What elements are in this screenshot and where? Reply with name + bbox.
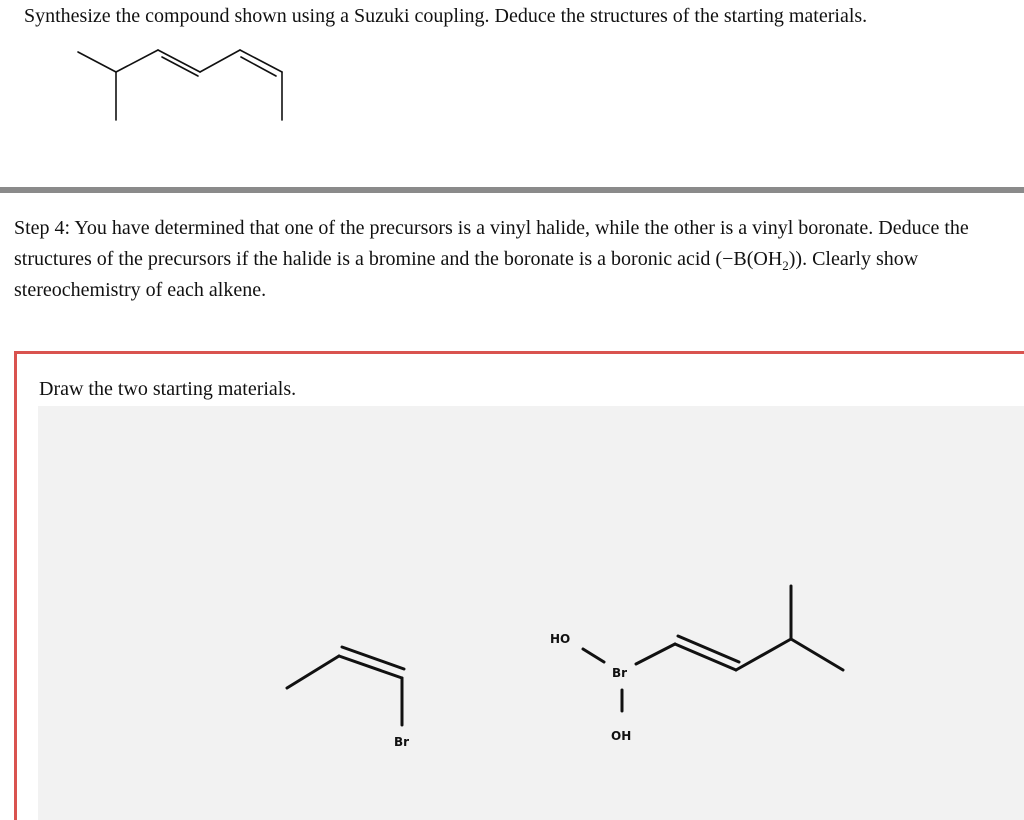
subscript-2: 2 bbox=[782, 258, 789, 273]
section-divider bbox=[0, 187, 1024, 193]
boronic-acid-bond bbox=[636, 644, 675, 664]
answer-prompt: Draw the two starting materials. bbox=[39, 378, 297, 400]
step-line-2-start: structures of the precursors if the halide is a bromine and the boronate is a boronic acid (−B(OH bbox=[14, 248, 783, 270]
boronic-acid-bond bbox=[583, 649, 604, 662]
step-line-2 bbox=[14, 244, 1024, 275]
product-structure bbox=[0, 30, 320, 130]
question-title: Synthesize the compound shown using a Suzuki coupling. Deduce the structures of the starting materials. bbox=[24, 5, 868, 27]
boronic-acid-bond bbox=[736, 639, 791, 670]
step-line-3: stereochemistry of each alkene. bbox=[14, 279, 267, 301]
answer-box bbox=[14, 351, 1024, 820]
drawing-canvas[interactable] bbox=[38, 406, 1024, 820]
product-bond bbox=[78, 52, 116, 72]
side-watermark bbox=[0, 212, 8, 382]
product-bond bbox=[158, 50, 200, 72]
step-instructions bbox=[14, 213, 1024, 306]
step-line-2-end: )). Clearly show bbox=[788, 248, 919, 270]
atom-label-br: Br bbox=[394, 735, 410, 749]
vinyl-bromide-bond bbox=[339, 656, 402, 678]
vinyl-bromide-bond bbox=[342, 647, 404, 669]
boronic-acid-bond bbox=[791, 639, 843, 670]
vinyl-bromide-bond bbox=[287, 656, 339, 688]
step-line-1: Step 4: You have determined that one of the precursors is a vinyl halide, while the other is a vinyl boronate. Deduce the bbox=[14, 217, 969, 239]
product-bond bbox=[162, 57, 198, 76]
product-bond bbox=[116, 50, 158, 72]
atom-label-oh: OH bbox=[611, 729, 632, 743]
atom-label-ho: HO bbox=[550, 632, 571, 646]
product-bond bbox=[200, 50, 240, 72]
atom-label-br-center: Br bbox=[612, 666, 628, 680]
drawing-structures bbox=[38, 406, 1024, 820]
